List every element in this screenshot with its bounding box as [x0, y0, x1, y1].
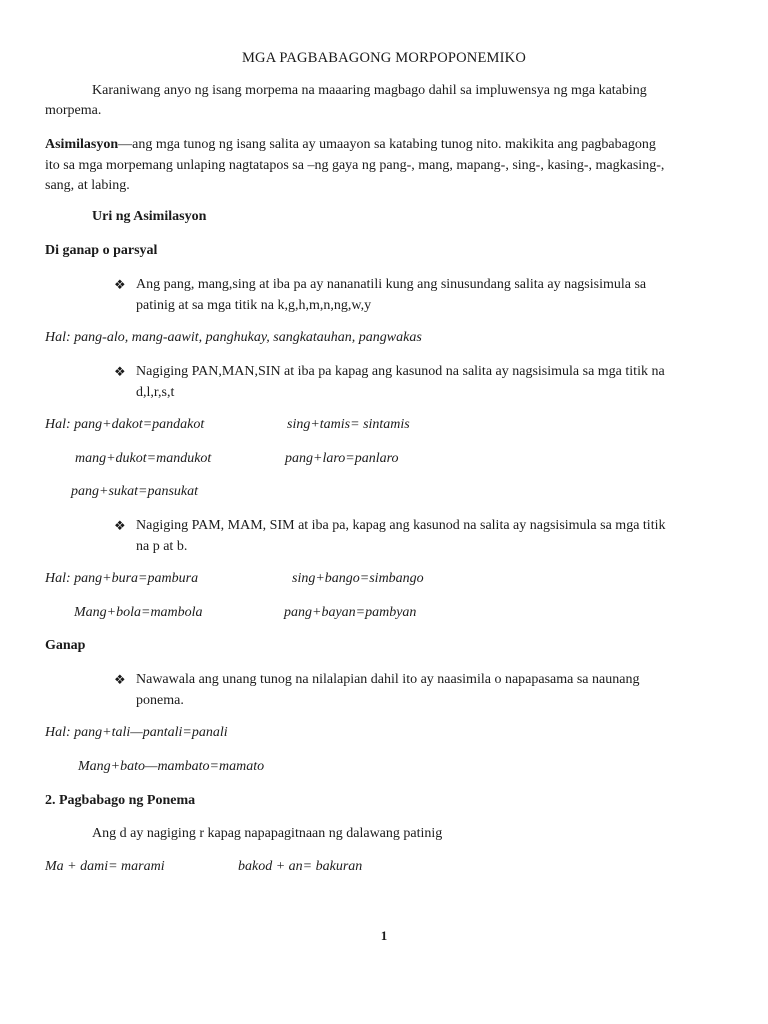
page-title: MGA PAGBABAGONG MORPOPONEMIKO [241, 50, 527, 66]
bullet-parsyal-1-line-2: patinig at sa mga titik na k,g,h,m,n,ng,w,y [136, 298, 372, 313]
bullet-ganap-1 [114, 669, 734, 711]
hal-parsyal-3a: Hal: pang+bura=pambura [45, 571, 199, 586]
hal-parsyal-3c: Mang+bola=mambola [74, 605, 203, 620]
asimilasyon-line-2: ito sa mga morpemang unlaping nagtatapos sa –ng gaya ng pang-, mang, mapang-, sing-, kasing-, magkasing-, [45, 158, 665, 173]
bullet-parsyal-2-line-2: d,l,r,s,t [136, 385, 175, 400]
hal-parsyal-2d: pang+laro=panlaro [285, 451, 399, 466]
diamond-bullet-icon: ❖ [114, 672, 126, 687]
hal-ganap-a: Hal: pang+tali—pantali=panali [45, 725, 228, 740]
hal-parsyal-2e: pang+sukat=pansukat [71, 484, 198, 499]
bullet-parsyal-1 [114, 274, 734, 316]
intro-line-1: Karaniwang anyo ng isang morpema na maaaring magbago dahil sa impluwensya ng mga katabing [92, 83, 647, 98]
hal-parsyal-1: Hal: pang-alo, mang-aawit, panghukay, sangkatauhan, pangwakas [45, 330, 422, 345]
hal-parsyal-3d: pang+bayan=pambyan [284, 605, 417, 620]
hal-parsyal-2c: mang+dukot=mandukot [75, 451, 212, 466]
hal-parsyal-2a: Hal: pang+dakot=pandakot [45, 417, 205, 432]
page-number: 1 [380, 928, 388, 943]
asimilasyon-term: Asimilasyon [45, 137, 119, 152]
asimilasyon-line-1 [45, 134, 656, 155]
uri-heading: Uri ng Asimilasyon [92, 209, 207, 224]
diamond-bullet-icon: ❖ [114, 518, 126, 533]
ganap-heading: Ganap [45, 638, 86, 653]
bullet-parsyal-2 [114, 361, 734, 403]
hal-ganap-b: Mang+bato—mambato=mamato [78, 759, 265, 774]
bullet-parsyal-3-line-1: Nagiging PAM, MAM, SIM at iba pa, kapag ang kasunod na salita ay nagsisimula sa mga titik [136, 518, 666, 533]
diamond-bullet-icon: ❖ [114, 277, 126, 292]
section-2-heading: 2. Pagbabago ng Ponema [45, 793, 196, 808]
section-2-text: Ang d ay nagiging r kapag napapagitnaan ng dalawang patinig [92, 826, 443, 841]
diamond-bullet-icon: ❖ [114, 364, 126, 379]
hal-parsyal-3b: sing+bango=simbango [292, 571, 424, 586]
asimilasyon-line-3: sang, at labing. [45, 178, 130, 193]
parsyal-heading: Di ganap o parsyal [45, 243, 158, 258]
section-2-example-b: bakod + an= bakuran [238, 859, 363, 874]
bullet-parsyal-3-line-2: na p at b. [136, 539, 188, 554]
bullet-parsyal-3 [114, 515, 734, 557]
bullet-ganap-1-line-2: ponema. [136, 693, 184, 708]
intro-line-2: morpema. [45, 103, 102, 118]
hal-parsyal-2b: sing+tamis= sintamis [287, 417, 410, 432]
bullet-parsyal-2-line-1: Nagiging PAN,MAN,SIN at iba pa kapag ang kasunod na salita ay nagsisimula sa mga titik na [136, 364, 665, 379]
asimilasyon-definition: —ang mga tunog ng isang salita ay umaayon sa katabing tunog nito. makikita ang pagbabagong [118, 137, 656, 152]
bullet-ganap-1-line-1: Nawawala ang unang tunog na nilalapian dahil ito ay naasimila o napapasama sa naunang [136, 672, 640, 687]
bullet-parsyal-1-line-1: Ang pang, mang,sing at iba pa ay nananatili kung ang sinusundang salita ay nagsisimula sa [136, 277, 647, 292]
section-2-example-a: Ma + dami= marami [45, 859, 165, 874]
